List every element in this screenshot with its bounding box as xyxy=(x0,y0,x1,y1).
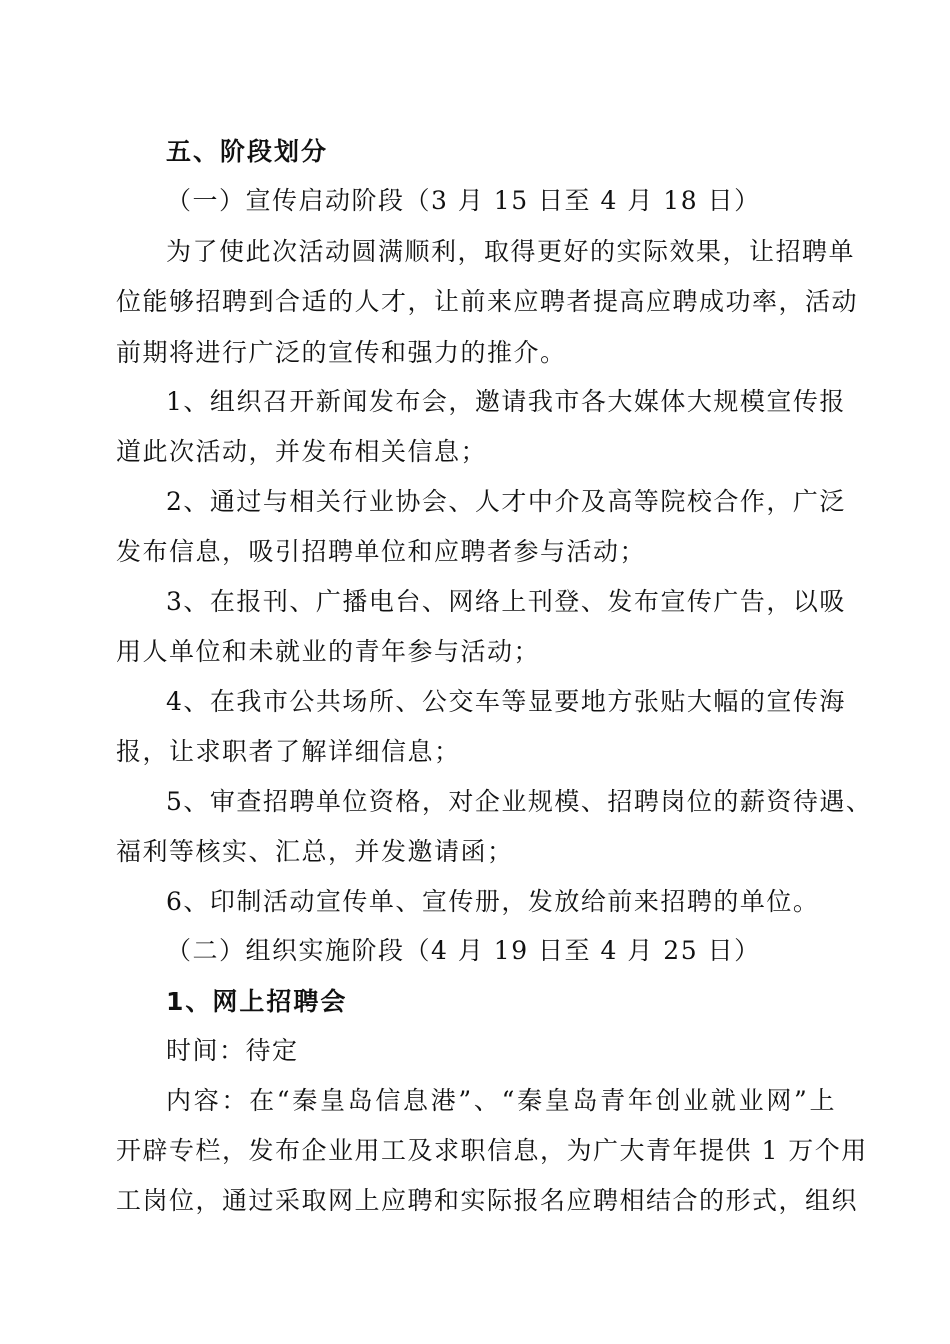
item5-line-2: 福利等核实、汇总，并发邀请函； xyxy=(116,837,514,866)
intro-line-2: 位能够招聘到合适的人才，让前来应聘者提高应聘成功率，活动 xyxy=(116,287,859,316)
content-line-3: 工岗位，通过采取网上应聘和实际报名应聘相结合的形式，组织 xyxy=(116,1186,859,1215)
phase1-heading: （一）宣传启动阶段（3 月 15 日至 4 月 18 日） xyxy=(166,186,761,215)
phase2-heading: （二）组织实施阶段（4 月 19 日至 4 月 25 日） xyxy=(166,936,761,965)
item2-line-1: 2、通过与相关行业协会、人才中介及高等院校合作，广泛 xyxy=(166,487,846,516)
time-line: 时间：待定 xyxy=(166,1036,299,1065)
item4-line-2: 报，让求职者了解详细信息； xyxy=(116,737,461,766)
item1-line-2: 道此次活动，并发布相关信息； xyxy=(116,437,488,466)
content-line-2: 开辟专栏，发布企业用工及求职信息，为广大青年提供 1 万个用 xyxy=(116,1136,868,1165)
sub1-heading: 1、网上招聘会 xyxy=(166,987,348,1016)
section-heading: 五、阶段划分 xyxy=(166,137,329,166)
item5-line-1: 5、审查招聘单位资格，对企业规模、招聘岗位的薪资待遇、 xyxy=(166,787,873,816)
intro-line-3: 前期将进行广泛的宣传和强力的推介。 xyxy=(116,338,567,367)
item3-line-2: 用人单位和未就业的青年参与活动； xyxy=(116,637,541,666)
item1-line-1: 1、组织召开新闻发布会，邀请我市各大媒体大规模宣传报 xyxy=(166,387,846,416)
item2-line-2: 发布信息，吸引招聘单位和应聘者参与活动； xyxy=(116,537,647,566)
content-line-1: 内容：在“秦皇岛信息港”、“秦皇岛青年创业就业网”上 xyxy=(166,1086,836,1115)
item4-line-1: 4、在我市公共场所、公交车等显要地方张贴大幅的宣传海 xyxy=(166,687,846,716)
intro-line-1: 为了使此次活动圆满顺利，取得更好的实际效果，让招聘单 xyxy=(166,237,856,266)
item6-line: 6、印制活动宣传单、宣传册，发放给前来招聘的单位。 xyxy=(166,887,820,916)
item3-line-1: 3、在报刊、广播电台、网络上刊登、发布宣传广告，以吸 xyxy=(166,587,846,616)
